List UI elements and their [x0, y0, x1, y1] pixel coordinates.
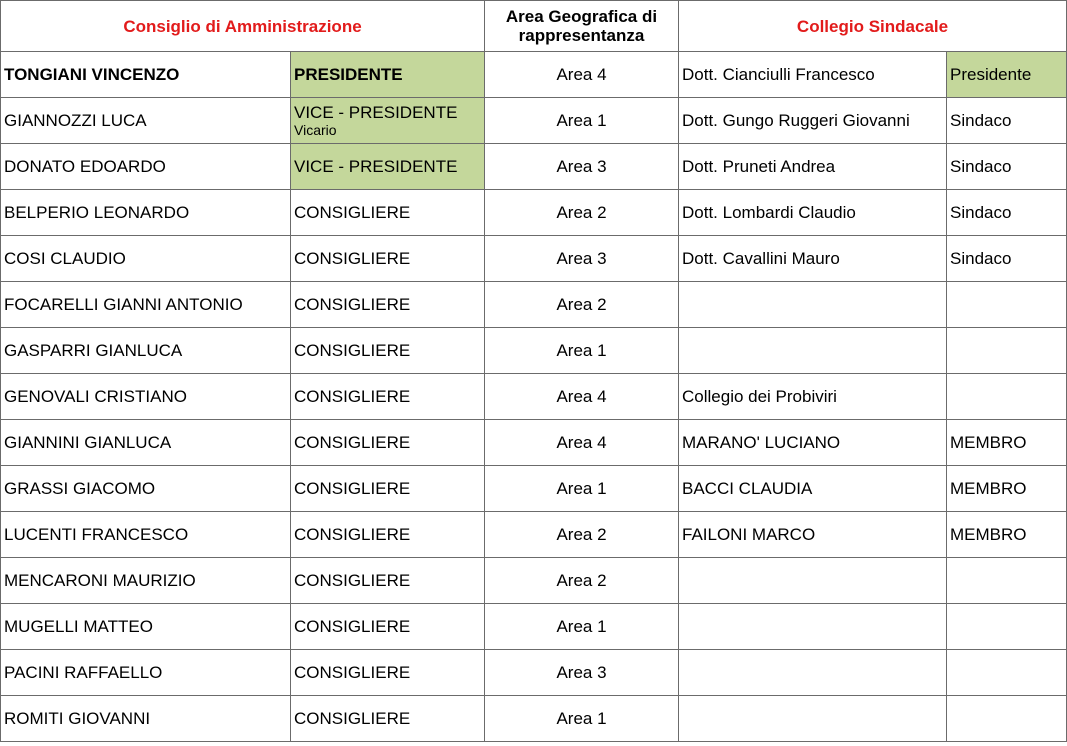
member-name: ROMITI GIOVANNI — [1, 696, 291, 742]
auditor-role: Sindaco — [947, 98, 1067, 144]
table-row — [1, 696, 1067, 742]
member-role: CONSIGLIERE — [291, 650, 485, 696]
member-name: GASPARRI GIANLUCA — [1, 328, 291, 374]
member-role: CONSIGLIERE — [291, 604, 485, 650]
member-area: Area 1 — [485, 328, 679, 374]
member-name: BELPERIO LEONARDO — [1, 190, 291, 236]
auditors-header: Collegio Sindacale — [679, 1, 1067, 52]
auditor-role: Sindaco — [947, 236, 1067, 282]
table-row — [1, 328, 1067, 374]
member-role: CONSIGLIERE — [291, 558, 485, 604]
member-area: Area 2 — [485, 190, 679, 236]
member-role: CONSIGLIERE — [291, 282, 485, 328]
member-area: Area 3 — [485, 144, 679, 190]
auditor-name: Dott. Gungo Ruggeri Giovanni — [679, 98, 947, 144]
member-role: CONSIGLIERE — [291, 466, 485, 512]
auditor-role — [947, 696, 1067, 742]
member-name: MENCARONI MAURIZIO — [1, 558, 291, 604]
member-area: Area 1 — [485, 466, 679, 512]
member-role: CONSIGLIERE — [291, 696, 485, 742]
member-role: CONSIGLIERE — [291, 420, 485, 466]
table-row — [1, 236, 1067, 282]
probiviri-role: MEMBRO — [947, 420, 1067, 466]
board-header: Consiglio di Amministrazione — [1, 1, 485, 52]
probiviri-role: MEMBRO — [947, 512, 1067, 558]
member-role-sub: Vicario — [294, 122, 337, 138]
auditor-name — [679, 604, 947, 650]
member-name: GRASSI GIACOMO — [1, 466, 291, 512]
table-row — [1, 512, 1067, 558]
member-area: Area 1 — [485, 98, 679, 144]
probiviri-role: MEMBRO — [947, 466, 1067, 512]
member-name: GIANNINI GIANLUCA — [1, 420, 291, 466]
auditor-role — [947, 374, 1067, 420]
member-name: TONGIANI VINCENZO — [1, 52, 291, 98]
area-header-line1: Area Geografica di — [505, 7, 658, 26]
member-name: LUCENTI FRANCESCO — [1, 512, 291, 558]
auditor-name — [679, 650, 947, 696]
member-area: Area 3 — [485, 650, 679, 696]
area-header — [485, 1, 679, 52]
member-role-main: VICE - PRESIDENTE — [294, 103, 458, 122]
member-role: VICE - PRESIDENTE — [291, 144, 485, 190]
member-area: Area 4 — [485, 374, 679, 420]
auditor-name: Dott. Pruneti Andrea — [679, 144, 947, 190]
table-row — [1, 190, 1067, 236]
table-row — [1, 52, 1067, 98]
member-role: CONSIGLIERE — [291, 328, 485, 374]
member-role: CONSIGLIERE — [291, 190, 485, 236]
member-name: GIANNOZZI LUCA — [1, 98, 291, 144]
member-name: FOCARELLI GIANNI ANTONIO — [1, 282, 291, 328]
member-name: PACINI RAFFAELLO — [1, 650, 291, 696]
auditor-role: Presidente — [947, 52, 1067, 98]
auditor-role — [947, 558, 1067, 604]
member-name: DONATO EDOARDO — [1, 144, 291, 190]
auditor-role — [947, 604, 1067, 650]
member-role: CONSIGLIERE — [291, 236, 485, 282]
auditor-name — [679, 696, 947, 742]
table-row — [1, 374, 1067, 420]
area-header-line2: rappresentanza — [518, 26, 645, 45]
header-row — [1, 1, 1067, 52]
member-role: PRESIDENTE — [291, 52, 485, 98]
auditor-role: Sindaco — [947, 144, 1067, 190]
member-name: MUGELLI MATTEO — [1, 604, 291, 650]
probiviri-name: BACCI CLAUDIA — [679, 466, 947, 512]
member-name: COSI CLAUDIO — [1, 236, 291, 282]
table-row — [1, 98, 1067, 144]
auditor-name: Dott. Lombardi Claudio — [679, 190, 947, 236]
member-role: CONSIGLIERE — [291, 374, 485, 420]
probiviri-heading: Collegio dei Probiviri — [679, 374, 947, 420]
probiviri-name: FAILONI MARCO — [679, 512, 947, 558]
auditor-name: Dott. Cavallini Mauro — [679, 236, 947, 282]
table-row — [1, 466, 1067, 512]
member-role — [291, 98, 485, 144]
table-row — [1, 282, 1067, 328]
member-role: CONSIGLIERE — [291, 512, 485, 558]
table-row — [1, 420, 1067, 466]
auditor-role — [947, 282, 1067, 328]
auditor-name: Dott. Cianciulli Francesco — [679, 52, 947, 98]
auditor-role: Sindaco — [947, 190, 1067, 236]
auditor-name — [679, 558, 947, 604]
table-row — [1, 604, 1067, 650]
member-area: Area 3 — [485, 236, 679, 282]
table-row — [1, 558, 1067, 604]
table-row — [1, 144, 1067, 190]
member-area: Area 2 — [485, 512, 679, 558]
member-area: Area 4 — [485, 420, 679, 466]
auditor-role — [947, 650, 1067, 696]
table-row — [1, 650, 1067, 696]
auditor-name — [679, 328, 947, 374]
auditor-role — [947, 328, 1067, 374]
member-area: Area 2 — [485, 558, 679, 604]
member-area: Area 1 — [485, 604, 679, 650]
member-area: Area 4 — [485, 52, 679, 98]
auditor-name — [679, 282, 947, 328]
member-name: GENOVALI CRISTIANO — [1, 374, 291, 420]
member-area: Area 1 — [485, 696, 679, 742]
probiviri-name: MARANO' LUCIANO — [679, 420, 947, 466]
member-area: Area 2 — [485, 282, 679, 328]
